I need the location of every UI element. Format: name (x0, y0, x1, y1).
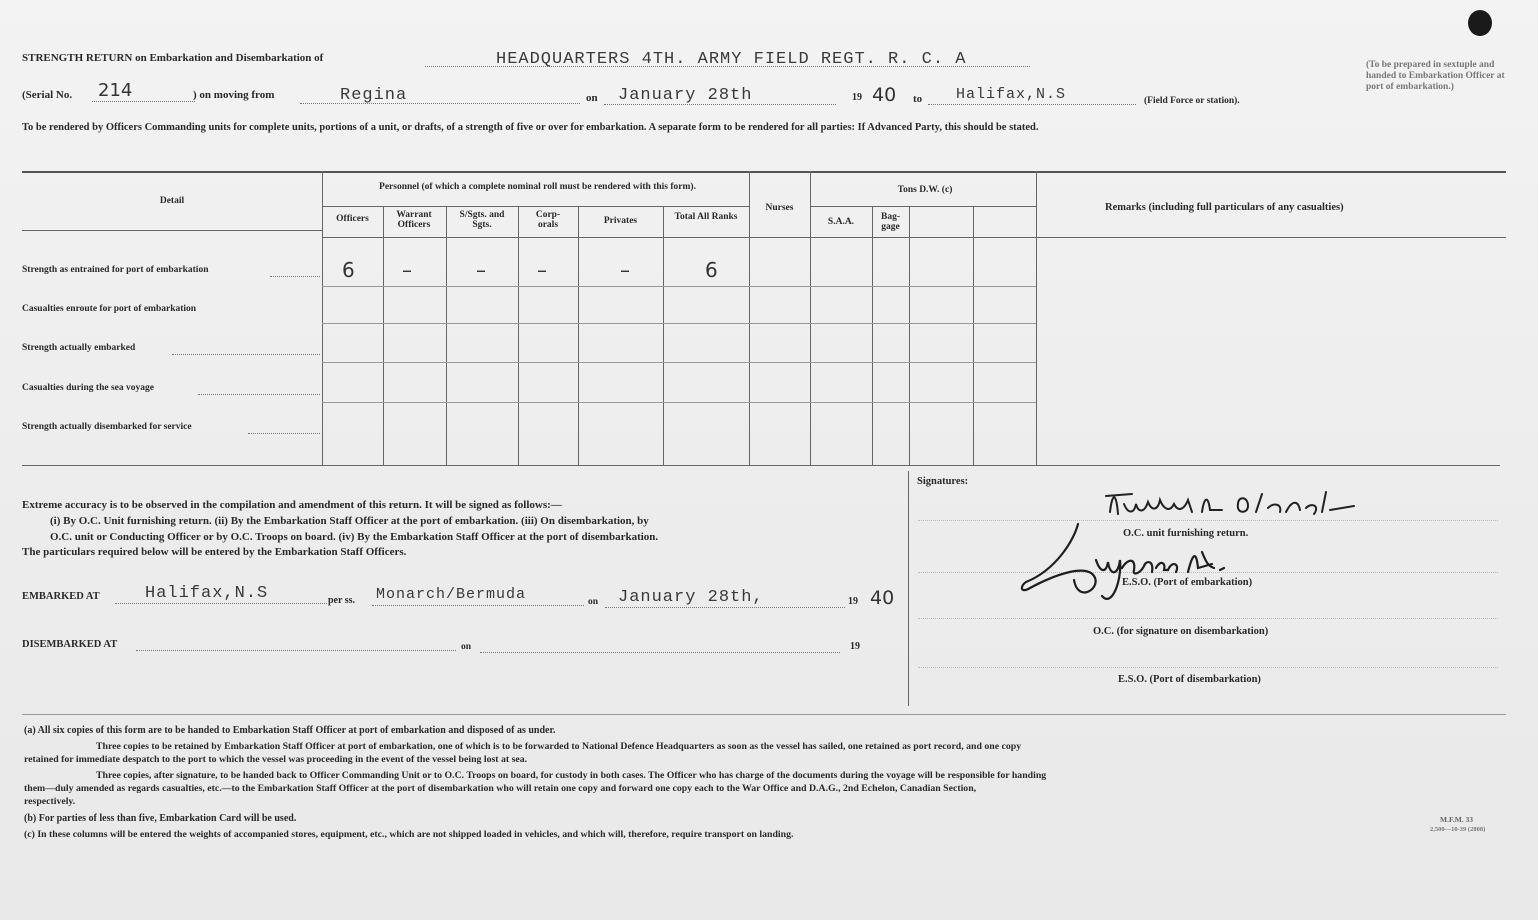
table-bottom-border (22, 465, 1500, 466)
disembarked-dotline (136, 650, 456, 651)
instruction-text: To be rendered by Officers Commanding units for complete units, portions of a unit, or drafts, of a strength of five or over for embarkation. A separate form to be rendered for all parties: If Advanced Party, this should be stated. (22, 122, 1039, 133)
note-a1-line1: Three copies to be retained by Embarkation Staff Officer at port of embarkation, one of which is to be forwarded to National Defence Headquarters as soon as the vessel has sailed, one retained as port record, and one copy (96, 741, 1022, 752)
sig-eso-embark-label: E.S.O. (Port of embarkation) (1122, 577, 1253, 588)
remarks-header-rule (1036, 237, 1506, 238)
sig-line (918, 618, 1498, 619)
note-c: (c) In these columns will be entered the weights of accompanied stores, equipment, etc., which are not shipped loaded in vehicles, and which will, therefore, require transport on landing. (24, 829, 794, 840)
row-divider (322, 362, 1036, 363)
side-note: (To be prepared in sextuple and handed to Embarkation Officer at port of embarkation.) (1366, 60, 1505, 92)
to-label: to (913, 93, 923, 105)
note-a2-line2: them—duly amended as regards casualties, etc.—to the Embarkation Staff Officer at the port of disembarkation who will retain one copy and forward one copy each to the War Office and D.A.G., 2nd Echelon, Canadian Section, (24, 783, 977, 794)
table-top-border (22, 171, 1506, 173)
col-divider (383, 206, 384, 465)
row-label: Casualties during the sea voyage (22, 383, 154, 393)
serial-number: 214 (98, 80, 133, 101)
col-officers: Officers (336, 214, 369, 224)
personnel-header: Personnel (of which a complete nominal roll must be rendered with this form). (379, 182, 696, 192)
year-prefix: 19 (852, 92, 862, 103)
detail-header: Detail (159, 196, 185, 206)
embarked-year-prefix: 19 (848, 596, 858, 607)
col-divider (578, 206, 579, 465)
col-total: Total All Ranks (674, 212, 738, 222)
col-divider (810, 171, 811, 465)
embarked-year: 40 (870, 587, 895, 609)
per-ss-label: per ss. (328, 595, 356, 606)
accuracy-line1: Extreme accuracy is to be observed in the compilation and amendment of this return. It will be signed as follows:— (22, 499, 562, 511)
disembarked-on-label: on (461, 642, 472, 652)
detail-header-rule (22, 230, 322, 231)
col-warrant-officers: Warrant Officers (396, 210, 432, 230)
cell-corporals: – (537, 258, 547, 282)
sig-line (918, 667, 1498, 668)
cell-officers: 6 (342, 258, 355, 282)
destination-value: Halifax,N.S (956, 86, 1067, 103)
embarked-date-dotline (605, 607, 845, 608)
embarked-on-label: on (588, 597, 599, 607)
row-label: Strength actually embarked (22, 343, 136, 353)
col-privates: Privates (603, 216, 638, 226)
signature-divider (908, 471, 909, 706)
row-divider (322, 286, 1036, 287)
unit-name: HEADQUARTERS 4TH. ARMY FIELD REGT. R. C. A (496, 50, 967, 69)
accuracy-line3: O.C. unit or Conducting Officer or by O.C. Troops on board. (iv) By the Embarkation Staff Officer at the port of disembarkation. (50, 531, 659, 543)
print-number: 2,500—10-39 (2808) (1430, 826, 1486, 833)
note-a2-line3: respectively. (24, 796, 76, 807)
signature-eso (1016, 520, 1236, 612)
serial-dotline (92, 101, 195, 102)
row-label: Casualties enroute for port of embarkation (22, 304, 197, 314)
cell-total: 6 (705, 258, 718, 282)
col-divider (749, 171, 750, 465)
embarked-date: January 28th, (618, 588, 764, 607)
col-divider (663, 206, 664, 465)
embarked-label: EMBARKED AT (22, 591, 100, 602)
note-b: (b) For parties of less than five, Embarkation Card will be used. (24, 813, 297, 824)
notes-rule (22, 714, 1506, 715)
form-number: M.F.M. 33 (1440, 815, 1474, 824)
row-divider (322, 402, 1036, 403)
accuracy-line4: The particulars required below will be entered by the Embarkation Staff Officers. (22, 546, 407, 558)
note-a2-line1: Three copies, after signature, to be handed back to Officer Commanding Unit or to O.C. Troops on board, for custody in both cases. The Officer who has charge of the documents during the voyage will be responsible for handing (96, 770, 1047, 781)
field-force-label: (Field Force or station). (1144, 96, 1240, 106)
row-dotline (198, 394, 320, 395)
column-header-rule (322, 237, 1036, 238)
row-dotline (248, 433, 320, 434)
disembarked-label: DISEMBARKED AT (22, 639, 118, 650)
remarks-header: Remarks (including full particulars of any casualties) (1105, 202, 1344, 213)
accuracy-line2: (i) By O.C. Unit furnishing return. (ii) By the Embarkation Staff Officer at the port of embarkation. (iii) On disembarkation, by (50, 515, 649, 527)
col-divider (872, 206, 873, 465)
col-nurses: Nurses (765, 203, 794, 213)
disembarked-date-dotline (480, 652, 840, 653)
col-divider (973, 206, 974, 465)
moving-from-label: ) on moving from (193, 89, 275, 101)
row-label: Strength as entrained for port of embarkation (22, 265, 209, 275)
col-divider (1036, 171, 1037, 465)
destination-dotline (928, 104, 1136, 105)
tons-header: Tons D.W. (c) (897, 185, 953, 195)
cell-sgts: – (476, 258, 486, 282)
form-title: STRENGTH RETURN on Embarkation and Disembarkation of (22, 52, 324, 64)
row-label: Strength actually disembarked for service (22, 422, 192, 432)
sig-oc-label: O.C. unit furnishing return. (1123, 528, 1249, 539)
col-corporals: Corp-orals (535, 210, 561, 230)
cell-warrant: – (402, 258, 412, 282)
serial-label: (Serial No. (22, 89, 73, 101)
tons-subrule (810, 206, 1036, 207)
disembarked-year-prefix: 19 (850, 641, 860, 652)
on-label: on (586, 92, 598, 104)
moving-from-value: Regina (340, 86, 408, 105)
vessel-name: Monarch/Bermuda (376, 586, 527, 603)
embarked-place: Halifax,N.S (145, 584, 269, 603)
row-dotline (270, 276, 320, 277)
embarked-dotline (115, 603, 327, 604)
note-a1-line2: retained for immediate despatch to the port to which the vessel was proceeding in the event of the vessel being lost at sea. (24, 754, 528, 765)
col-saa: S.A.A. (827, 217, 855, 227)
row-dotline (172, 354, 320, 355)
year-value: 40 (872, 84, 897, 106)
vessel-dotline (372, 605, 584, 606)
personnel-subrule (322, 206, 750, 207)
col-baggage: Bag-gage (881, 212, 900, 232)
signature-oc (1098, 484, 1358, 524)
ink-blot (1468, 10, 1492, 36)
col-divider (909, 206, 910, 465)
signatures-heading: Signatures: (917, 476, 969, 487)
date-value: January 28th (618, 86, 753, 105)
col-divider (518, 206, 519, 465)
note-a: (a) All six copies of this form are to be handed to Embarkation Staff Officer at port of embarkation and disposed of as under. (24, 725, 556, 736)
row-divider (322, 323, 1036, 324)
cell-privates: – (620, 258, 630, 282)
sig-eso-disembark-label: E.S.O. (Port of disembarkation) (1118, 674, 1261, 685)
col-sgts: S/Sgts. and Sgts. (459, 210, 505, 230)
col-divider (446, 206, 447, 465)
sig-oc-disembark-label: O.C. (for signature on disembarkation) (1093, 626, 1269, 637)
